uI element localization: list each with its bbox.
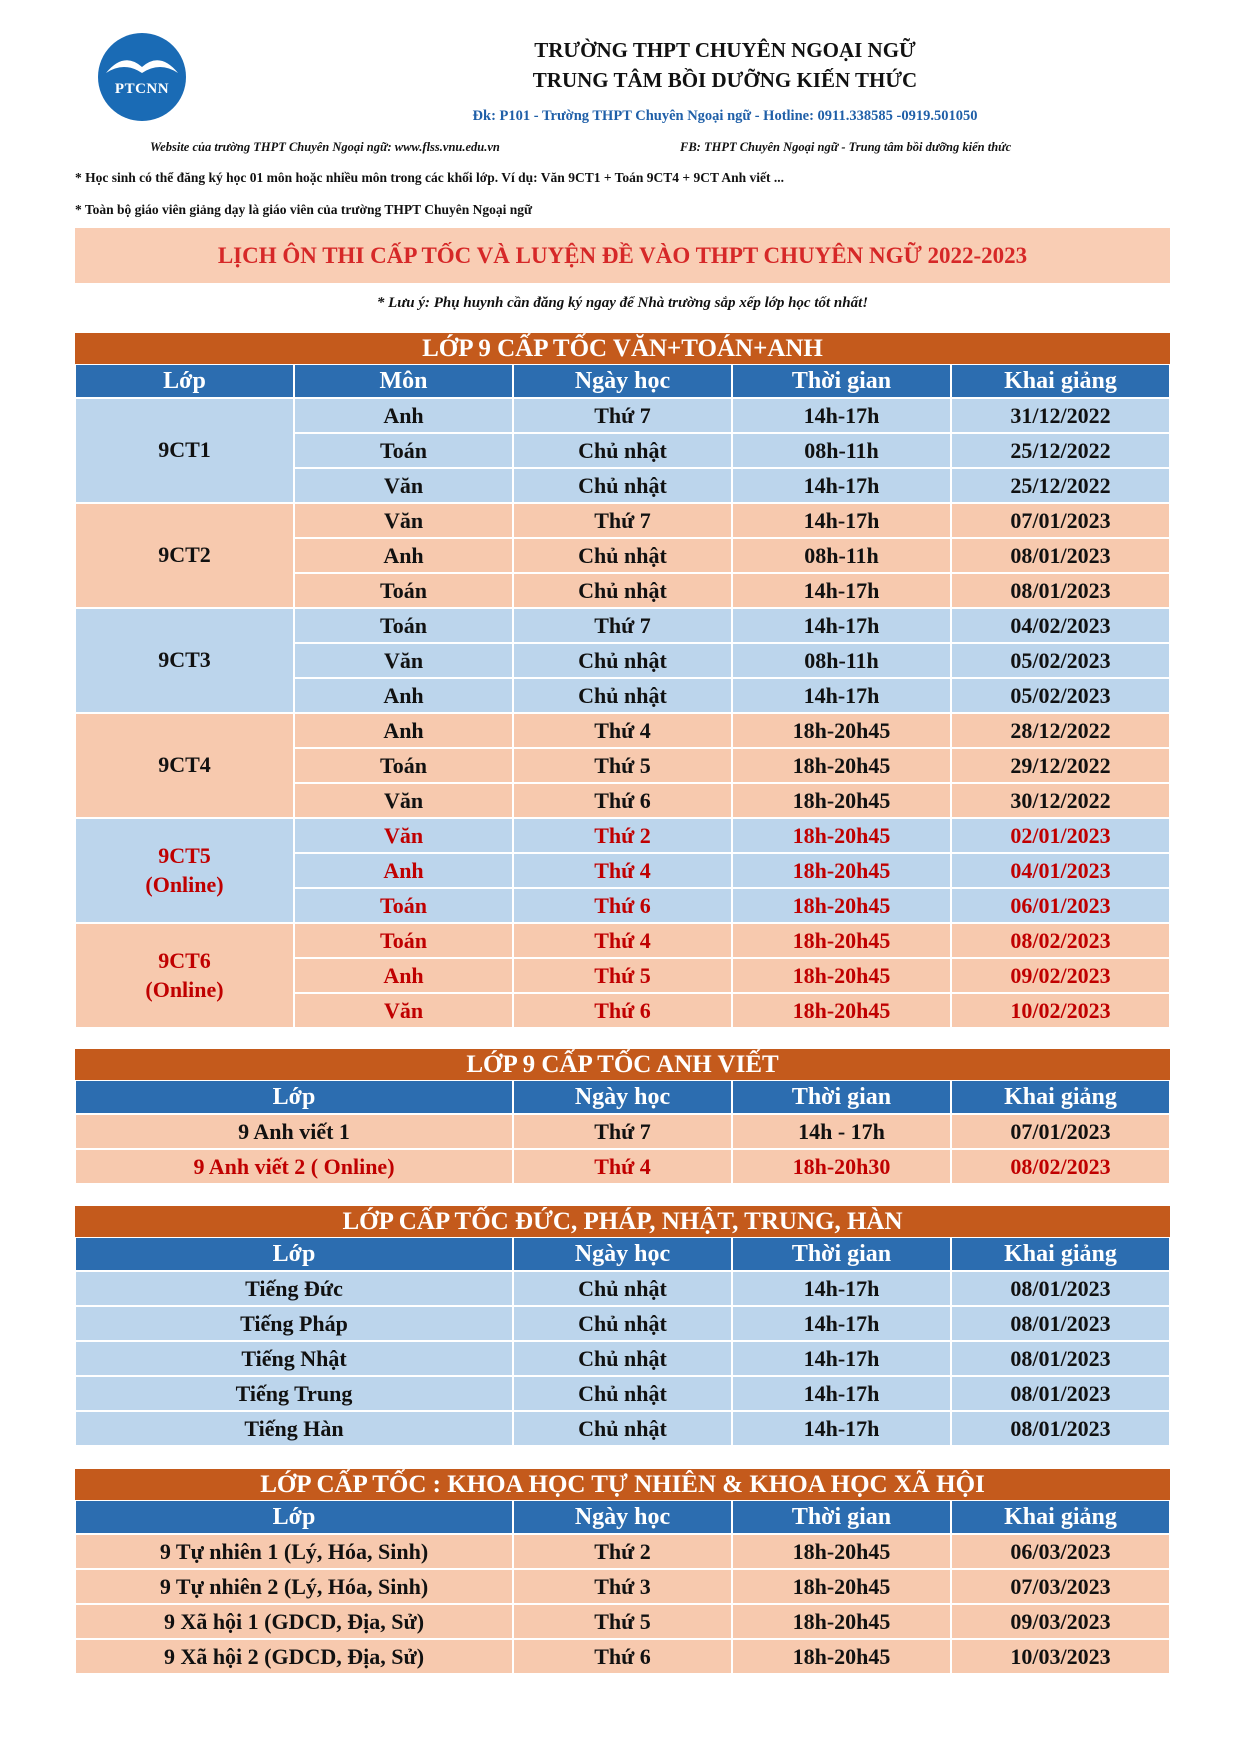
table-cell: 18h-20h45: [732, 783, 951, 818]
table-cell: Văn: [294, 468, 513, 503]
table-cell: Chủ nhật: [513, 573, 732, 608]
class-name-cell: [75, 398, 294, 503]
school-name: TRƯỜNG THPT CHUYÊN NGOẠI NGỮ: [534, 38, 916, 62]
table-cell: 08/01/2023: [951, 1376, 1170, 1411]
table-cell: 18h-20h45: [732, 713, 951, 748]
table-cell: Chủ nhật: [513, 1271, 732, 1306]
table-cell: Toán: [294, 573, 513, 608]
table-cell: 10/02/2023: [951, 993, 1170, 1028]
table-cell: Thứ 3: [513, 1569, 732, 1604]
table-cell: 14h-17h: [732, 1306, 951, 1341]
table-cell: 14h-17h: [732, 1271, 951, 1306]
table-cell: 14h-17h: [732, 1376, 951, 1411]
table-cell: 08/01/2023: [951, 573, 1170, 608]
table-cell: Tiếng Đức: [75, 1271, 513, 1306]
warning-note: * Lưu ý: Phụ huynh cần đăng ký ngay để Nhà trường sắp xếp lớp học tốt nhất!: [376, 295, 869, 311]
table-cell: Tiếng Pháp: [75, 1306, 513, 1341]
table-cell: 14h-17h: [732, 678, 951, 713]
table-cell: 08/01/2023: [951, 538, 1170, 573]
column-header: Khai giảng: [951, 1080, 1170, 1114]
class-name-cell: [75, 503, 294, 608]
table-cell: 30/12/2022: [951, 783, 1170, 818]
column-header: Lớp: [75, 364, 294, 398]
table-cell: Thứ 6: [513, 888, 732, 923]
table-cell: Toán: [294, 888, 513, 923]
class-name-cell: [75, 608, 294, 713]
table-cell: Thứ 5: [513, 748, 732, 783]
column-header: Ngày học: [513, 1080, 732, 1114]
class-mode: (Online): [145, 871, 224, 897]
table-cell: Anh: [294, 538, 513, 573]
table-cell: Chủ nhật: [513, 433, 732, 468]
table-cell: 9 Xã hội 1 (GDCD, Địa, Sử): [75, 1604, 513, 1639]
contact-line: Đk: P101 - Trường THPT Chuyên Ngoại ngữ - Hotline: 0911.338585 -0919.501050: [472, 108, 978, 124]
table-cell: 08/02/2023: [951, 1149, 1170, 1184]
table-title: LỚP CẤP TỐC : KHOA HỌC TỰ NHIÊN & KHOA HỌC XÃ HỘI: [75, 1469, 1170, 1500]
website-text: Website của trường THPT Chuyên Ngoại ngữ: www.flss.vnu.edu.vn: [150, 140, 500, 154]
table-cell: Chủ nhật: [513, 643, 732, 678]
table-cell: Anh: [294, 398, 513, 433]
column-header: Lớp: [75, 1500, 513, 1534]
table-cell: 08h-11h: [732, 433, 951, 468]
table-cell: 08/01/2023: [951, 1271, 1170, 1306]
table-cell: 9 Xã hội 2 (GDCD, Địa, Sử): [75, 1639, 513, 1674]
table-cell: 14h-17h: [732, 573, 951, 608]
table-cell: Văn: [294, 503, 513, 538]
column-header: Ngày học: [513, 1237, 732, 1271]
table-cell: Anh: [294, 678, 513, 713]
table-cell: 08/02/2023: [951, 923, 1170, 958]
table-cell: 31/12/2022: [951, 398, 1170, 433]
table-cell: 9 Tự nhiên 1 (Lý, Hóa, Sinh): [75, 1534, 513, 1569]
table-cell: Văn: [294, 818, 513, 853]
table-cell: 18h-20h45: [732, 1604, 951, 1639]
table-cell: Chủ nhật: [513, 678, 732, 713]
table-cell: 18h-20h45: [732, 853, 951, 888]
table-title: LỚP 9 CẤP TỐC ANH VIẾT: [75, 1049, 1170, 1080]
table-cell: 08/01/2023: [951, 1306, 1170, 1341]
table-cell: Thứ 7: [513, 398, 732, 433]
column-header: Lớp: [75, 1237, 513, 1271]
table-cell: 18h-20h45: [732, 993, 951, 1028]
table-cell: 10/03/2023: [951, 1639, 1170, 1674]
table-cell: Chủ nhật: [513, 1306, 732, 1341]
table-cell: 06/03/2023: [951, 1534, 1170, 1569]
table-cell: 09/02/2023: [951, 958, 1170, 993]
table-cell: 09/03/2023: [951, 1604, 1170, 1639]
table-cell: 05/02/2023: [951, 678, 1170, 713]
table-cell: Toán: [294, 748, 513, 783]
logo-text: PTCNN: [114, 81, 170, 97]
table-cell: 14h-17h: [732, 1411, 951, 1446]
table-cell: 14h - 17h: [732, 1114, 951, 1149]
schedule-banner: LỊCH ÔN THI CẤP TỐC VÀ LUYỆN ĐỀ VÀO THPT CHUYÊN NGỮ 2022-2023: [75, 228, 1170, 283]
class-name-cell: [75, 818, 294, 923]
table-cell: 04/02/2023: [951, 608, 1170, 643]
column-header: Thời gian: [732, 1500, 951, 1534]
class-name: 9CT2: [158, 542, 211, 568]
table-cell: Thứ 5: [513, 958, 732, 993]
table-cell: Tiếng Trung: [75, 1376, 513, 1411]
column-header: Khai giảng: [951, 364, 1170, 398]
column-header: Ngày học: [513, 1500, 732, 1534]
table-cell: Thứ 6: [513, 1639, 732, 1674]
class-name-cell: [75, 923, 294, 1028]
table-cell: Chủ nhật: [513, 1341, 732, 1376]
table-cell: Thứ 7: [513, 1114, 732, 1149]
table-cell: Thứ 4: [513, 923, 732, 958]
table-cell: 08/01/2023: [951, 1341, 1170, 1376]
note-teachers: * Toàn bộ giáo viên giảng dạy là giáo viên của trường THPT Chuyên Ngoại ngữ: [75, 202, 533, 217]
table-cell: Anh: [294, 958, 513, 993]
table-cell: Văn: [294, 993, 513, 1028]
table-cell: Thứ 2: [513, 818, 732, 853]
table-cell: Toán: [294, 608, 513, 643]
school-logo: [98, 33, 186, 121]
table-cell: 07/01/2023: [951, 503, 1170, 538]
table-cell: 9 Tự nhiên 2 (Lý, Hóa, Sinh): [75, 1569, 513, 1604]
table-cell: Thứ 4: [513, 713, 732, 748]
table-cell: Thứ 4: [513, 853, 732, 888]
table-cell: Anh: [294, 853, 513, 888]
table-cell: 08h-11h: [732, 643, 951, 678]
table-cell: Tiếng Nhật: [75, 1341, 513, 1376]
table-cell: 18h-20h45: [732, 923, 951, 958]
table-cell: Văn: [294, 643, 513, 678]
table-title: LỚP 9 CẤP TỐC VĂN+TOÁN+ANH: [75, 333, 1170, 364]
table-cell: Thứ 7: [513, 608, 732, 643]
table-cell: 18h-20h45: [732, 1639, 951, 1674]
column-header: Thời gian: [732, 364, 951, 398]
facebook-text: FB: THPT Chuyên Ngoại ngữ - Trung tâm bồi dưỡng kiến thức: [680, 140, 1012, 154]
table-cell: 14h-17h: [732, 468, 951, 503]
table-cell: Thứ 4: [513, 1149, 732, 1184]
table-cell: 02/01/2023: [951, 818, 1170, 853]
table-cell: 14h-17h: [732, 1341, 951, 1376]
class-name: 9CT1: [158, 437, 211, 463]
table-cell: Toán: [294, 433, 513, 468]
table-cell: 04/01/2023: [951, 853, 1170, 888]
table-cell: 07/03/2023: [951, 1569, 1170, 1604]
table-cell: 18h-20h45: [732, 888, 951, 923]
table-cell: 05/02/2023: [951, 643, 1170, 678]
table-cell: 08h-11h: [732, 538, 951, 573]
column-header: Lớp: [75, 1080, 513, 1114]
column-header: Khai giảng: [951, 1500, 1170, 1534]
table-cell: 25/12/2022: [951, 468, 1170, 503]
table-cell: 07/01/2023: [951, 1114, 1170, 1149]
table-cell: Chủ nhật: [513, 468, 732, 503]
table-cell: 14h-17h: [732, 503, 951, 538]
table-cell: Anh: [294, 713, 513, 748]
column-header: Thời gian: [732, 1080, 951, 1114]
class-name: 9CT5: [158, 842, 211, 868]
table-cell: Chủ nhật: [513, 538, 732, 573]
class-name: 9CT6: [158, 947, 211, 973]
bird-icon: [98, 33, 186, 121]
table-cell: 18h-20h45: [732, 818, 951, 853]
table-cell: 18h-20h30: [732, 1149, 951, 1184]
table-cell: Thứ 5: [513, 1604, 732, 1639]
column-header: Thời gian: [732, 1237, 951, 1271]
class-name: 9CT3: [158, 647, 211, 673]
class-mode: (Online): [145, 976, 224, 1002]
table-cell: Toán: [294, 923, 513, 958]
table-cell: 18h-20h45: [732, 1534, 951, 1569]
table-cell: Tiếng Hàn: [75, 1411, 513, 1446]
table-cell: Thứ 6: [513, 993, 732, 1028]
table-cell: Thứ 7: [513, 503, 732, 538]
table-cell: 9 Anh viết 1: [75, 1114, 513, 1149]
table-cell: Thứ 2: [513, 1534, 732, 1569]
table-cell: Văn: [294, 783, 513, 818]
table-cell: 9 Anh viết 2 ( Online): [75, 1149, 513, 1184]
class-name: 9CT4: [158, 752, 211, 778]
column-header: Ngày học: [513, 364, 732, 398]
center-name: TRUNG TÂM BỒI DƯỠNG KIẾN THỨC: [532, 68, 918, 92]
table-cell: 18h-20h45: [732, 958, 951, 993]
table-cell: 14h-17h: [732, 608, 951, 643]
class-name-cell: [75, 713, 294, 818]
table-cell: Chủ nhật: [513, 1411, 732, 1446]
table-cell: Chủ nhật: [513, 1376, 732, 1411]
column-header: Khai giảng: [951, 1237, 1170, 1271]
table-cell: 08/01/2023: [951, 1411, 1170, 1446]
table-cell: 29/12/2022: [951, 748, 1170, 783]
table-cell: 06/01/2023: [951, 888, 1170, 923]
column-header: Môn: [294, 364, 513, 398]
table-cell: 25/12/2022: [951, 433, 1170, 468]
table-cell: Thứ 6: [513, 783, 732, 818]
table-cell: 18h-20h45: [732, 748, 951, 783]
note-registration: * Học sinh có thể đăng ký học 01 môn hoặc nhiều môn trong các khối lớp. Ví dụ: Văn 9CT1 + Toán 9CT4 + 9CT Anh viết ...: [75, 170, 785, 185]
table-title: LỚP CẤP TỐC ĐỨC, PHÁP, NHẬT, TRUNG, HÀN: [75, 1206, 1170, 1237]
table-cell: 18h-20h45: [732, 1569, 951, 1604]
table-cell: 14h-17h: [732, 398, 951, 433]
table-cell: 28/12/2022: [951, 713, 1170, 748]
